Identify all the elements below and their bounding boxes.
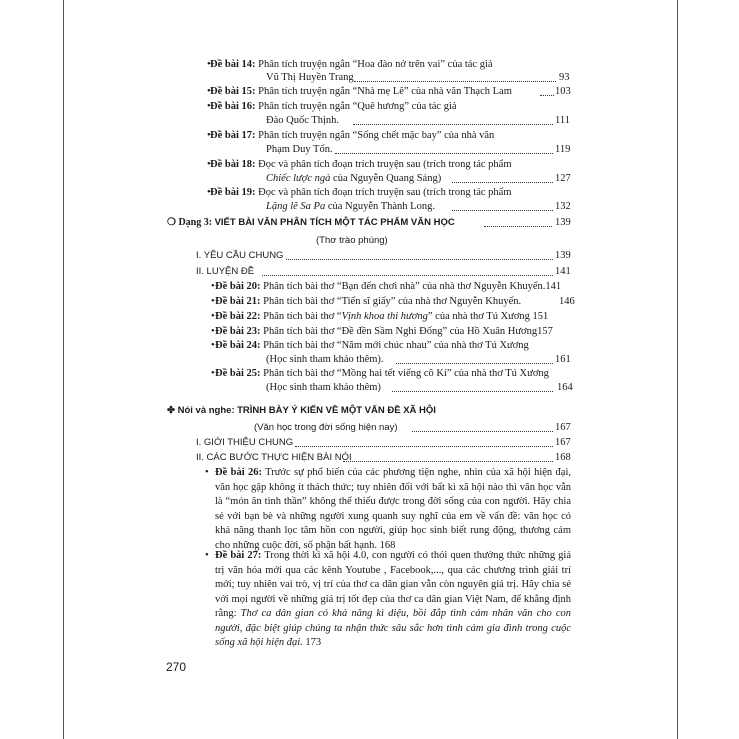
page-ref: 161	[555, 354, 571, 365]
bullet-icon: •	[211, 368, 215, 379]
toc-entry-26[interactable]: Đề bài 26: Trước sự phổ biến của các phương tiện nghe, nhìn của xã hội hiện đại, văn học gặp không ít thách thức; tuy nhiên đối với bất kì xã hội nào thì văn học vẫn là “món ăn tinh thần” không thể thiếu được trong đời sống của con người. Hãy chia sẻ với bạn bè và những người xung quanh suy nghĩ của em về vấn đề: văn học có khả năng thanh lọc tâm hồn con người, giúp học sinh biết rung động, thương cảm cho những cuộc đời, số phận bất hạnh. 168	[215, 467, 572, 551]
page-ref: 173	[305, 637, 322, 648]
page-ref: 167	[555, 437, 571, 448]
page-number: 270	[166, 660, 187, 674]
page-ref: 139	[555, 217, 571, 228]
toc-item-cac-buoc[interactable]: II. CÁC BƯỚC THỰC HIỆN BÀI NÓI 168	[196, 452, 571, 463]
toc-entry-20[interactable]: • Đề bài 20: Phân tích bài thơ “Bạn đến chơi nhà” của nhà thơ Nguyễn Khuyến.141	[211, 281, 562, 292]
toc-section-dang3[interactable]: ❍ Dạng 3: VIẾT BÀI VĂN PHÂN TÍCH MỘT TÁC PHẨM VĂN HỌC 139	[167, 217, 571, 228]
bullet-icon: •	[205, 467, 209, 478]
toc-entry-27[interactable]: Đề bài 27: Trong thời kì xã hội 4.0, con người có thói quen thưởng thức những giá trị văn hóa mới qua các kênh Youtube , Facebook,..., qua các chương trình giải trí mới; tuy nhiên vai trò, vị trí của thơ ca dân gian vẫn còn nguyên giá trị. Hãy chia sẻ với mọi người về những giá trị tốt đẹp của thơ ca dân gian Việt Nam, để khẳng định rằng: Thơ ca dân gian có khả năng kì diệu, bồi đắp tình cảm nhân văn cho con người, đặc biệt giúp chúng ta nhận thức sâu sắc hơn tình cảm gia đình trong cuộc sống xã hội hiện đại. 173	[215, 550, 571, 648]
page-ref: 141	[555, 266, 571, 277]
page-ref: 164	[557, 382, 573, 393]
bullet-icon: •	[207, 159, 211, 170]
bullet-icon: •	[211, 340, 215, 351]
toc-entry-14[interactable]: • Đề bài 14: Phân tích truyện ngắn “Hoa đào nở trên vai” của tác giả	[207, 59, 493, 70]
section-subtitle: (Thơ trào phúng)	[316, 235, 388, 246]
page-ref: 146	[559, 296, 575, 307]
page-ref: 111	[555, 115, 570, 126]
toc-entry-23[interactable]: • Đề bài 23: Phân tích bài thơ “Đề đền Sầm Nghi Đống” của Hồ Xuân Hương157	[211, 326, 553, 337]
toc-item-van-hoc-doi-song[interactable]: (Văn học trong đời sống hiện nay) 167	[254, 422, 571, 433]
page-ref: 132	[555, 201, 571, 212]
page-ref: 127	[555, 173, 571, 184]
bullet-icon: •	[211, 311, 215, 322]
book-page: • Đề bài 14: Phân tích truyện ngắn “Hoa đào nở trên vai” của tác giả Vũ Thị Huyền Trang 93 • Đề bài 15: Phân tích truyện ngắn “Nhà mẹ Lê” của nhà văn Thạch Lam 103 • Đề bài 16: Phân tích truyện ngắn “Quê hương” của tác giả Đào Quốc Thịnh. 111 • Đề bài 17: Phân tích truyện ngắn “Sống chết mặc bay” của nhà văn Phạm Duy Tốn. 119 • Đề bài 18: Đọc và phân tích đoạn trích truyện sau (trích trong tác phẩm Chiếc lược ngà của Nguyễn Quang Sáng) 127 • Đề bài 19: Đọc và phân tích đoạn trích truyện sau (trích trong tác phẩm Lặng lẽ Sa Pa của Nguyễn Thành Long. 132 ❍ Dạng 3: VIẾT BÀI VĂN PHÂN TÍCH MỘT TÁC PHẨM VĂN HỌC 139 (Thơ trào phúng) I. YÊU CẦU CHUNG 139 II. LUYỆN ĐỀ 141 • Đề bài 20: Phân tích bài thơ “Bạn đến chơi nhà” của nhà thơ Nguyễn Khuyến.141 • Đề bài 21: Phân tích bài thơ “Tiến sĩ giấy” của nhà thơ Nguyễn Khuyến. 146 • Đề bài 22: Phân tích bài thơ “Vịnh khoa thi hương” của nhà thơ Tú Xương 151 • Đề bài 23: Phân tích bài thơ “Đề đền Sầm Nghi Đống” của Hồ Xuân Hương157 • Đề bài 24: Phân tích bài thơ “Năm mới chúc nhau” của nhà thơ Tú Xương (Học sinh tham khảo thêm). 161 • Đề bài 25: Phân tích bài thơ “Mồng hai tết viếng cô Kí” của nhà thơ Tú Xương (Học sinh tham khảo thêm) 164 ✤ Nói và nghe: TRÌNH BÀY Ý KIẾN VỀ MỘT VẤN ĐỀ XÃ HỘI (Văn học trong đời sống hiện nay) 167 I. GIỚI THIỆU CHUNG 167 II. CÁC BƯỚC THỰC HIỆN BÀI NÓI 168 • Đề bài 26: Trước sự phổ biến của các phương tiện nghe, nhìn của xã hội hiện đại, văn học gặp không ít thách thức; tuy nhiên đối với bất kì xã hội nào thì văn học vẫn là “món ăn tinh thần” không thể thiếu được trong đời sống của con người. Hãy chia sẻ với bạn bè và những người xung quanh suy nghĩ của em về vấn đề: văn học có khả năng thanh lọc tâm hồn con người, giúp học sinh biết rung động, thương cảm cho những cuộc đời, số phận bất hạnh. 168 • Đề bài 27: Trong thời kì xã hội 4.0, con người có thói quen thưởng thức những giá trị văn hóa mới qua các kênh Youtube , Facebook,..., qua các chương trình giải trí mới; tuy nhiên vai trò, vị trí của thơ ca dân gian vẫn còn nguyên giá trị. Hãy chia sẻ với mọi người về những giá trị tốt đẹp của thơ ca dân gian Việt Nam, để khẳng định rằng: Thơ ca dân gian có khả năng kì diệu, bồi đắp tình cảm nhân văn cho con người, đặc biệt giúp chúng ta nhận thức sâu sắc hơn tình cảm gia đình trong cuộc sống xã hội hiện đại. 173 270	[0, 0, 739, 739]
page-ref: 119	[555, 144, 571, 155]
toc-entry-19[interactable]: • Đề bài 19: Đọc và phân tích đoạn trích truyện sau (trích trong tác phẩm	[207, 187, 512, 198]
toc-section-noi-va-nghe[interactable]: ✤ Nói và nghe: TRÌNH BÀY Ý KIẾN VỀ MỘT VẤN ĐỀ XÃ HỘI	[167, 405, 436, 416]
toc-item-gioi-thieu-chung[interactable]: I. GIỚI THIỆU CHUNG 167	[196, 437, 571, 448]
bullet-icon: •	[207, 130, 211, 141]
page-ref: 103	[555, 86, 571, 97]
page-ref: 167	[555, 422, 571, 433]
toc-item-yeu-cau-chung[interactable]: I. YÊU CẦU CHUNG 139	[196, 250, 571, 261]
toc-entry-22[interactable]: • Đề bài 22: Phân tích bài thơ “Vịnh khoa thi hương” của nhà thơ Tú Xương 151	[211, 311, 549, 322]
page-ref: 139	[555, 250, 571, 261]
toc-entry-21[interactable]: • Đề bài 21: Phân tích bài thơ “Tiến sĩ giấy” của nhà thơ Nguyễn Khuyến. 146	[211, 296, 575, 307]
toc-entry-18[interactable]: • Đề bài 18: Đọc và phân tích đoạn trích truyện sau (trích trong tác phẩm	[207, 159, 512, 170]
toc-entry-16[interactable]: • Đề bài 16: Phân tích truyện ngắn “Quê hương” của tác giả	[207, 101, 457, 112]
bullet-icon: •	[207, 59, 211, 70]
page-ref: 168	[555, 452, 571, 463]
bullet-icon: •	[207, 86, 211, 97]
bullet-icon: •	[211, 296, 215, 307]
toc-entry-15[interactable]: • Đề bài 15: Phân tích truyện ngắn “Nhà mẹ Lê” của nhà văn Thạch Lam 103	[207, 86, 571, 97]
bullet-icon: •	[211, 326, 215, 337]
bullet-icon: •	[211, 281, 215, 292]
bullet-icon: •	[207, 187, 211, 198]
bullet-icon: •	[205, 550, 209, 561]
toc-entry-17[interactable]: • Đề bài 17: Phân tích truyện ngắn “Sống chết mặc bay” của nhà văn	[207, 130, 495, 141]
toc-entry-24[interactable]: • Đề bài 24: Phân tích bài thơ “Năm mới chúc nhau” của nhà thơ Tú Xương	[211, 340, 529, 351]
toc-entry-25[interactable]: • Đề bài 25: Phân tích bài thơ “Mồng hai tết viếng cô Kí” của nhà thơ Tú Xương	[211, 368, 549, 379]
page-ref: 93	[559, 72, 570, 83]
toc-item-luyen-de[interactable]: II. LUYỆN ĐỀ 141	[196, 266, 571, 277]
page-ref: 168	[379, 539, 396, 551]
bullet-icon: •	[207, 101, 211, 112]
